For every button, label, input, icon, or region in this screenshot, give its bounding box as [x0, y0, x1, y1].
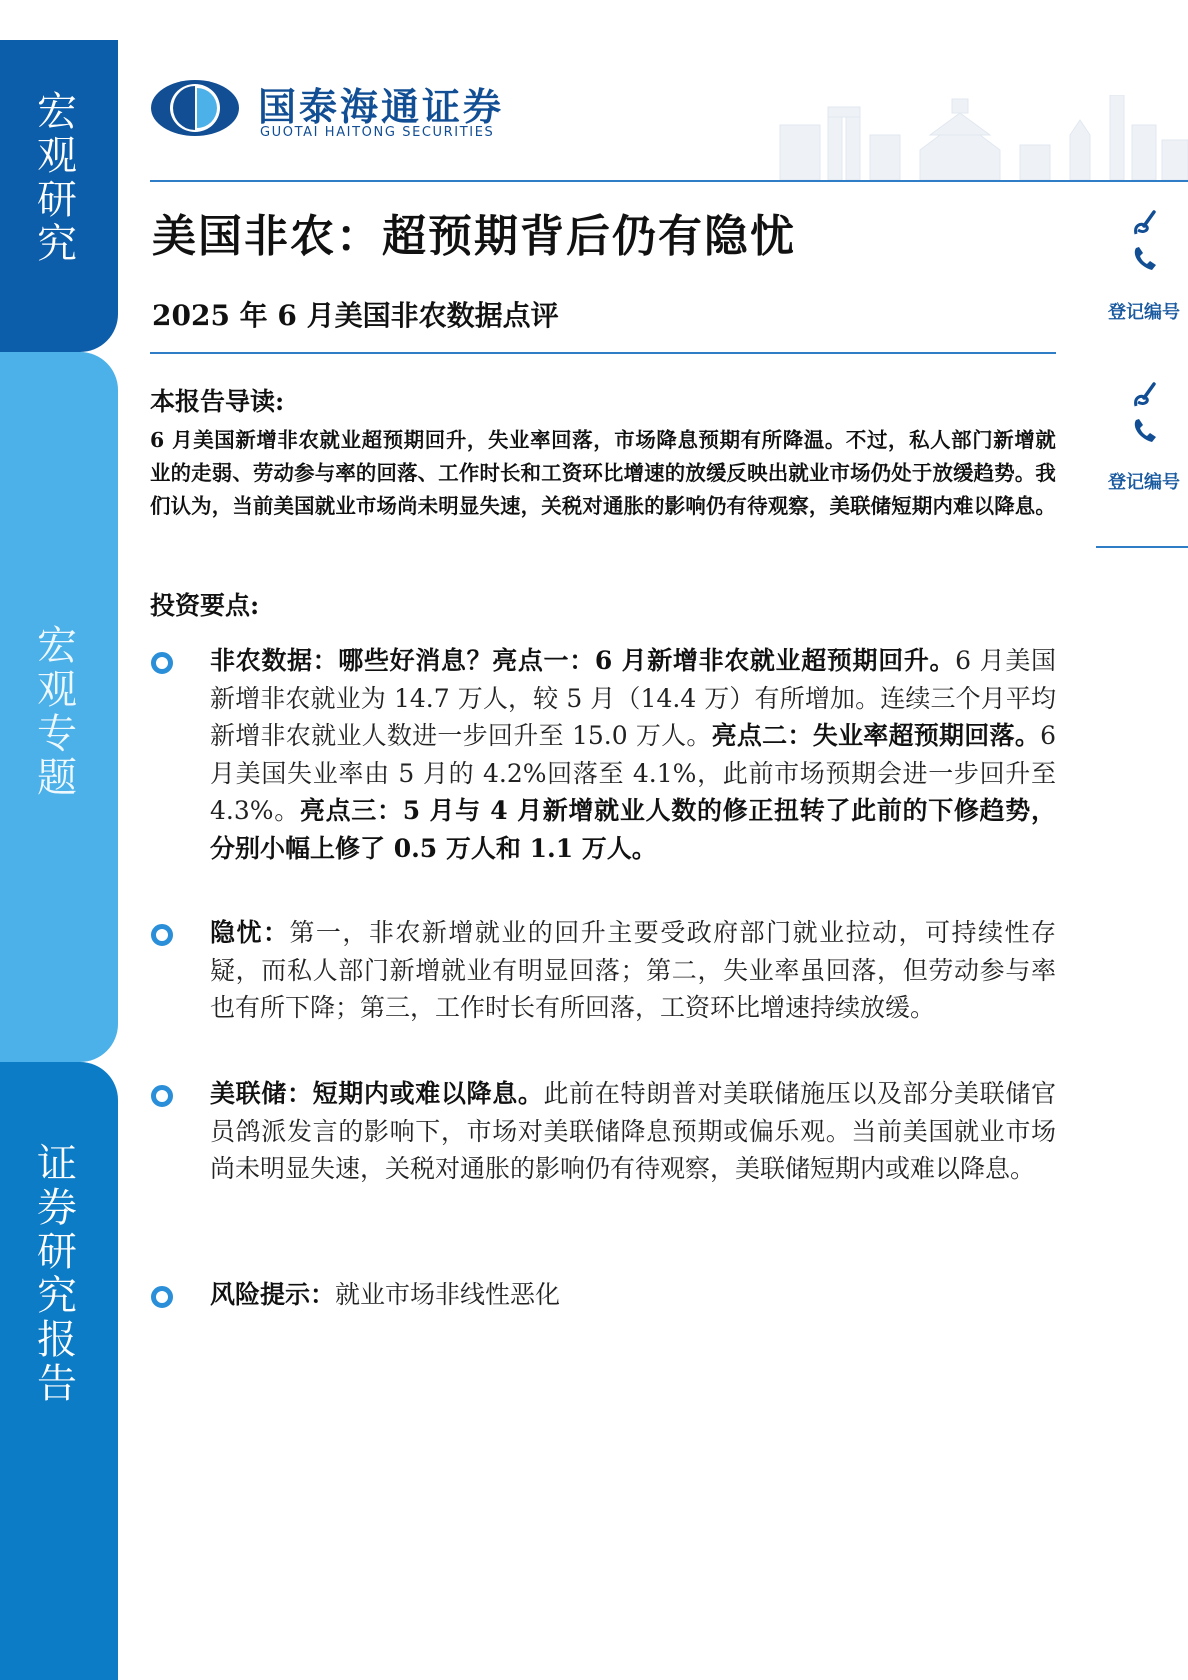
pen-icon [1130, 208, 1160, 238]
sidebar-segment-report [0, 1062, 118, 1680]
bullet-ring-icon [150, 1285, 174, 1309]
left-sidebar [0, 0, 118, 1680]
points-heading: 投资要点: [150, 591, 260, 620]
point-fed [150, 1075, 1056, 1188]
point-text [210, 642, 1056, 867]
point-body: 6 月美国新增非农就业为 14.7 万人，较 5 月（14.4 万）有所增加。连续三个月平均新增非农就业人数进一步回升至 15.0 万人。 [210, 646, 1056, 750]
sidebar-segment-research [0, 40, 118, 352]
point-text [210, 1276, 1056, 1314]
point-text [210, 914, 1056, 1027]
analyst-card [1100, 208, 1188, 323]
point-strong: 亮点二：失业率超预期回落。 [711, 721, 1041, 750]
point-body: 第一，非农新增就业的回升主要受政府部门就业拉动，可持续性存疑，而私人部门新增就业有明显回落；第二，失业率虽回落，但劳动参与率也有所下降；第三，工作时长有所回落，工资环比增速持续放缓。 [210, 918, 1056, 1022]
bullet-ring-icon [150, 923, 174, 947]
city-skyline-decoration [770, 95, 1188, 180]
header-divider [150, 180, 1188, 182]
point-risk [150, 1276, 1056, 1314]
point-body: 就业市场非线性恶化 [335, 1280, 561, 1309]
point-strong: 风险提示： [210, 1280, 336, 1309]
report-title: 美国非农：超预期背后仍有隐忧 [152, 211, 796, 262]
title-divider [150, 352, 1056, 354]
sidebar-segment-topic [0, 352, 118, 1062]
analyst-divider [1096, 546, 1188, 548]
phone-icon [1130, 416, 1160, 446]
point-nonfarm [150, 642, 1056, 867]
phone-icon [1130, 244, 1160, 274]
bullet-ring-icon [150, 651, 174, 675]
analyst-card [1100, 380, 1188, 493]
registration-label: 登记编号 [1108, 302, 1180, 323]
brand-name-en: GUOTAI HAITONG SECURITIES [260, 125, 495, 140]
report-subtitle: 2025 年 6 月美国非农数据点评 [152, 299, 559, 332]
point-strong: 亮点三：5 月与 4 月新增就业人数的修正扭转了此前的下修趋势，分别小幅上修了 0.5 万人和 1.1 万人。 [210, 796, 1056, 863]
sidebar-label-report: 证券研究报告 [37, 1141, 77, 1407]
point-concerns [150, 914, 1056, 1027]
intro-heading: 本报告导读: [150, 387, 285, 416]
registration-label: 登记编号 [1108, 472, 1180, 493]
point-body: 此前在特朗普对美联储施压以及部分美联储官员鸽派发言的影响下，市场对美联储降息预期或偏乐观。当前美国就业市场尚未明显失速，关税对通胀的影响仍有待观察，美联储短期内或难以降息。 [210, 1079, 1056, 1183]
point-strong: 隐忧： [210, 918, 290, 947]
intro-body: 6 月美国新增非农就业超预期回升，失业率回落，市场降息预期有所降温。不过，私人部门新增就业的走弱、劳动参与率的回落、工作时长和工资环比增速的放缓反映出就业市场仍处于放缓趋势。我们认为，当前美国就业市场尚未明显失速，关税对通胀的影响仍有待观察，美联储短期内难以降息。 [150, 428, 1056, 518]
pen-icon [1130, 380, 1160, 410]
brand-name: 国泰海通证券 [258, 85, 505, 129]
bullet-ring-icon [150, 1084, 174, 1108]
point-text [210, 1075, 1056, 1188]
point-strong: 美联储：短期内或难以降息。 [210, 1079, 544, 1108]
brand-logo [150, 78, 240, 138]
point-body: 6 月美国失业率由 5 月的 4.2%回落至 4.1%，此前市场预期会进一步回升至 4.3%。 [210, 721, 1056, 825]
sidebar-label-topic: 宏观专题 [37, 623, 77, 801]
sidebar-label-research: 宏观研究 [37, 89, 77, 267]
point-strong: 非农数据：哪些好消息？亮点一：6 月新增非农就业超预期回升。 [210, 646, 956, 675]
